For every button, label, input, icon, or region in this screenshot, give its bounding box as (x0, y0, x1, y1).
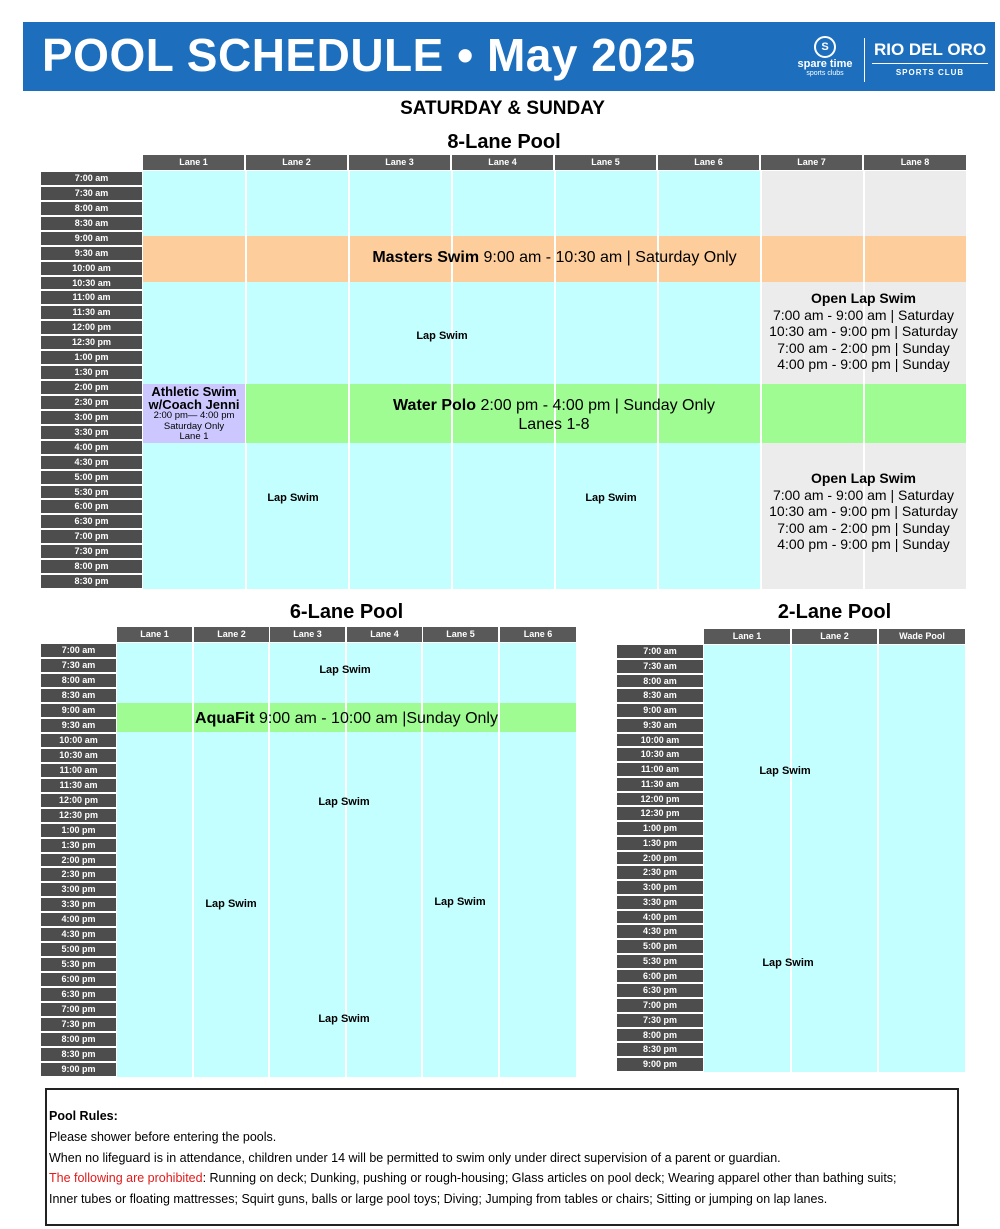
pool2-lane-2-header: Lane 2 (792, 629, 877, 644)
pool8-lane-3-header: Lane 3 (349, 155, 450, 170)
logo1-line1: spare time (797, 58, 853, 70)
pool8-lane-divider (245, 443, 247, 589)
pool8-lane-4-header: Lane 4 (452, 155, 553, 170)
logo2-rule (872, 63, 988, 64)
pool2-time-label: 2:30 pm (617, 866, 703, 879)
pool6-time-label: 6:00 pm (41, 973, 116, 986)
prohibited-label: The following are prohibited (49, 1171, 203, 1186)
rules-line-3 (49, 1168, 957, 1189)
pool8-lane-1-header: Lane 1 (143, 155, 244, 170)
logo2-line2: SPORTS CLUB (895, 68, 965, 77)
pool6-time-label: 8:30 am (41, 689, 116, 702)
pool2-time-label: 6:00 pm (617, 970, 703, 982)
masters-time: 9:00 am - 10:30 am | Saturday Only (479, 249, 737, 266)
pool6-lane-divider (345, 643, 347, 1077)
water-polo-time: 2:00 pm - 4:00 pm | Sunday Only (476, 397, 715, 414)
pool6-lane-divider (421, 643, 423, 1077)
rules-line-4: Inner tubes or floating mattresses; Squirt guns, balls or large pool toys; Diving; Jumping from tables or chairs; Sitting or jumping on lap lanes. (49, 1192, 828, 1207)
pool2-header-row (704, 629, 965, 644)
pool2-time-label: 7:00 pm (617, 999, 703, 1012)
pool6-time-label: 9:30 am (41, 719, 116, 732)
pool8-time-label: 5:00 pm (41, 471, 142, 484)
pool2-time-label: 8:00 am (617, 675, 703, 687)
pool8-time-label: 7:00 am (41, 172, 142, 185)
aquafit-label (117, 710, 576, 728)
pool8-time-label: 12:30 pm (41, 336, 142, 349)
pool2-time-label: 4:00 pm (617, 911, 703, 923)
pool6-title: 6-Lane Pool (289, 601, 404, 623)
pool8-time-label: 3:00 pm (41, 411, 142, 424)
open-lap-title: Open Lap Swim (810, 470, 916, 486)
swimmer-icon: S (814, 36, 836, 58)
pool8-time-label: 3:30 pm (41, 426, 142, 439)
pool6-time-label: 7:00 pm (41, 1003, 116, 1016)
pool6-lane-2-header: Lane 2 (194, 627, 269, 642)
pool8-lap-swim-left-label: Lap Swim (267, 492, 319, 504)
pool6-time-label: 10:00 am (41, 734, 116, 747)
pool8-title: 8-Lane Pool (447, 131, 561, 153)
water-polo-label (246, 396, 862, 434)
pool8-time-label: 8:00 am (41, 202, 142, 215)
pool8-time-label: 12:00 pm (41, 321, 142, 334)
pool8-lap-swim-right-label: Lap Swim (585, 492, 637, 504)
pool8-lane-5-header: Lane 5 (555, 155, 656, 170)
pool2-time-label: 3:00 pm (617, 881, 703, 894)
spare-time-logo (795, 36, 855, 80)
pool8-time-label: 2:30 pm (41, 396, 142, 409)
page-title: POOL SCHEDULE • May 2025 (42, 29, 696, 81)
pool2-lap-swim-top-label: Lap Swim (759, 765, 811, 777)
rules-line-2: When no lifeguard is in attendance, children under 14 will be permitted to swim only under direct supervision of a parent or guardian. (49, 1150, 781, 1165)
pool6-lane-4-header: Lane 4 (347, 627, 422, 642)
pool8-lane-divider (348, 171, 350, 589)
pool8-time-label: 6:30 pm (41, 515, 142, 528)
pool6-lane-1-header: Lane 1 (117, 627, 192, 642)
pool6-time-label: 4:00 pm (41, 913, 116, 926)
pool6-lane-divider (268, 643, 270, 1077)
pool2-lane-divider (790, 645, 792, 1072)
rules-line-1: Please shower before entering the pools. (49, 1129, 277, 1144)
rules-title: Pool Rules: (49, 1109, 118, 1123)
pool6-lane-divider (498, 643, 500, 1077)
pool8-time-label: 1:30 pm (41, 366, 142, 379)
pool2-lane-1-header: Lane 1 (704, 629, 790, 644)
pool8-lap-swim-label: Lap Swim (416, 330, 468, 342)
pool6-time-label: 2:30 pm (41, 868, 116, 881)
pool6-lap-swim-mid-label: Lap Swim (318, 796, 370, 808)
open-lap-line4: 4:00 pm - 9:00 pm | Sunday (777, 536, 950, 552)
pool2-time-label: 11:00 am (617, 763, 703, 776)
pool2-time-label: 2:00 pm (617, 852, 703, 864)
pool8-time-label: 10:30 am (41, 277, 142, 289)
pool2-time-label: 7:30 pm (617, 1014, 703, 1027)
prohibited-text: : Running on deck; Dunking, pushing or rough-housing; Glass articles on pool deck; Wearing apparel other than bathing suits; (202, 1171, 897, 1186)
pool2-time-label: 3:30 pm (617, 896, 703, 909)
pool6-time-label: 12:30 pm (41, 809, 116, 822)
pool8-lane-divider (657, 171, 659, 589)
water-polo-line1 (246, 396, 862, 415)
pool6-time-label: 3:30 pm (41, 898, 116, 911)
schedule-days: SATURDAY & SUNDAY (400, 98, 605, 119)
pool6-time-label: 9:00 am (41, 704, 116, 717)
pool8-lane-divider (554, 171, 556, 589)
pool8-header-row (143, 155, 966, 170)
pool8-lane-divider (245, 171, 247, 384)
pool2-time-label: 11:30 am (617, 778, 703, 791)
pool2-time-label: 5:30 pm (617, 955, 703, 968)
athletic-swim-label (143, 385, 245, 443)
water-polo-lanes: Lanes 1-8 (518, 416, 590, 433)
pool2-time-label: 9:00 pm (617, 1058, 703, 1071)
logo1-line2: sports clubs (806, 70, 844, 77)
pool8-time-label: 2:00 pm (41, 381, 142, 394)
pool2-time-label: 9:00 am (617, 704, 703, 717)
pool8-time-label: 8:30 am (41, 217, 142, 230)
pool2-time-label: 4:30 pm (617, 925, 703, 938)
pool2-time-label: 8:30 am (617, 689, 703, 702)
pool6-time-label: 4:30 pm (41, 928, 116, 941)
pool8-time-label: 4:30 pm (41, 456, 142, 469)
pool2-lane-divider (877, 645, 879, 1072)
athletic-time: 2:00 pm— 4:00 pm (153, 410, 235, 421)
pool2-time-label: 10:00 am (617, 734, 703, 746)
open-lap-line3: 7:00 am - 2:00 pm | Sunday (777, 519, 950, 536)
pool8-time-label: 8:00 pm (41, 560, 142, 573)
pool2-wade-pool-header: Wade Pool (879, 629, 965, 644)
pool8-time-label: 5:30 pm (41, 486, 142, 498)
pool6-time-label: 1:30 pm (41, 839, 116, 852)
pool8-masters-label (143, 249, 966, 267)
pool2-time-label: 10:30 am (617, 748, 703, 761)
pool2-time-label: 7:00 am (617, 645, 703, 658)
open-lap-line2: 10:30 am - 9:00 pm | Saturday (769, 323, 958, 339)
pool8-time-label: 7:30 am (41, 187, 142, 200)
athletic-days: Saturday Only (163, 420, 225, 432)
open-lap-line1: 7:00 am - 9:00 am | Saturday (772, 306, 955, 323)
pool6-time-label: 5:30 pm (41, 958, 116, 971)
pool6-time-label: 7:30 pm (41, 1018, 116, 1031)
pool2-time-label: 1:30 pm (617, 837, 703, 850)
pool6-lane-divider (192, 643, 194, 1077)
pool2-time-label: 6:30 pm (617, 984, 703, 997)
pool8-time-label: 11:00 am (41, 291, 142, 304)
pool6-time-label: 6:30 pm (41, 988, 116, 1001)
pool6-header-row (117, 627, 576, 642)
pool6-time-label: 3:00 pm (41, 883, 116, 896)
athletic-title2: w/Coach Jenni (148, 397, 240, 412)
pool6-time-label: 10:30 am (41, 749, 116, 762)
masters-title: Masters Swim (372, 249, 480, 266)
pool-rules-box (45, 1088, 959, 1226)
pool6-lane-6-header: Lane 6 (500, 627, 576, 642)
pool2-time-label: 5:00 pm (617, 940, 703, 953)
pool2-time-label: 1:00 pm (617, 822, 703, 835)
open-lap-line1: 7:00 am - 9:00 am | Saturday (772, 486, 955, 503)
pool8-lane-8-header: Lane 8 (864, 155, 966, 170)
pool2-time-label: 12:30 pm (617, 807, 703, 820)
pool8-time-label: 9:00 am (41, 232, 142, 245)
pool6-time-label: 11:30 am (41, 779, 116, 792)
pool8-time-label: 6:00 pm (41, 500, 142, 513)
pool8-time-label: 11:30 am (41, 306, 142, 319)
pool6-time-label: 8:30 pm (41, 1048, 116, 1061)
pool8-time-label: 1:00 pm (41, 351, 142, 364)
aquafit-title: AquaFit (195, 710, 255, 727)
pool6-time-label: 8:00 am (41, 674, 116, 687)
pool6-time-label: 2:00 pm (41, 854, 116, 866)
rio-del-oro-logo (870, 40, 990, 79)
pool8-lane-2-header: Lane 2 (246, 155, 347, 170)
water-polo-title: Water Polo (393, 397, 476, 414)
pool6-time-label: 5:00 pm (41, 943, 116, 956)
pool6-lap-swim-left-label: Lap Swim (205, 898, 257, 910)
pool8-time-label: 4:00 pm (41, 441, 142, 454)
pool6-lap-swim-right-label: Lap Swim (434, 896, 486, 908)
pool2-time-label: 9:30 am (617, 719, 703, 732)
pool6-lap-swim-bottom-label: Lap Swim (318, 1013, 370, 1025)
aquafit-time: 9:00 am - 10:00 am |Sunday Only (254, 710, 498, 727)
pool6-time-label: 9:00 pm (41, 1063, 116, 1076)
pool2-lap-swim-bottom-label: Lap Swim (762, 957, 814, 969)
pool6-time-label: 8:00 pm (41, 1033, 116, 1046)
open-lap-line3: 7:00 am - 2:00 pm | Sunday (777, 339, 950, 356)
pool6-time-label: 1:00 pm (41, 824, 116, 837)
athletic-lane: Lane 1 (179, 431, 209, 442)
open-lap-line2: 10:30 am - 9:00 pm | Saturday (769, 503, 958, 519)
pool2-time-label: 8:00 pm (617, 1029, 703, 1041)
pool2-time-label: 12:00 pm (617, 793, 703, 805)
pool6-time-label: 12:00 pm (41, 794, 116, 807)
pool2-time-label: 8:30 pm (617, 1043, 703, 1056)
pool8-time-label: 9:30 am (41, 247, 142, 260)
pool8-time-label: 7:00 pm (41, 530, 142, 543)
open-lap-title: Open Lap Swim (810, 290, 916, 306)
pool6-time-label: 7:30 am (41, 659, 116, 672)
pool8-time-label: 10:00 am (41, 262, 142, 275)
pool8-time-label: 8:30 pm (41, 575, 142, 588)
pool2-lap-block (704, 645, 965, 1072)
pool6-time-label: 7:00 am (41, 644, 116, 657)
logo-divider (864, 38, 865, 82)
pool6-time-label: 11:00 am (41, 764, 116, 777)
pool6-lane-5-header: Lane 5 (423, 627, 498, 642)
open-lap-swim-lower (761, 470, 966, 553)
pool8-lane-divider (451, 171, 453, 589)
logo2-line1: RIO DEL ORO (873, 40, 987, 59)
pool8-time-label: 7:30 pm (41, 545, 142, 558)
pool6-lane-3-header: Lane 3 (270, 627, 345, 642)
athletic-title1: Athletic Swim (151, 384, 237, 399)
pool8-lane-7-header: Lane 7 (761, 155, 862, 170)
pool6-lap-swim-top-label: Lap Swim (319, 664, 371, 676)
open-lap-line4: 4:00 pm - 9:00 pm | Sunday (777, 356, 950, 372)
open-lap-swim-upper (761, 290, 966, 373)
pool2-time-label: 7:30 am (617, 660, 703, 673)
pool8-lane-6-header: Lane 6 (658, 155, 759, 170)
pool2-title: 2-Lane Pool (777, 601, 892, 623)
